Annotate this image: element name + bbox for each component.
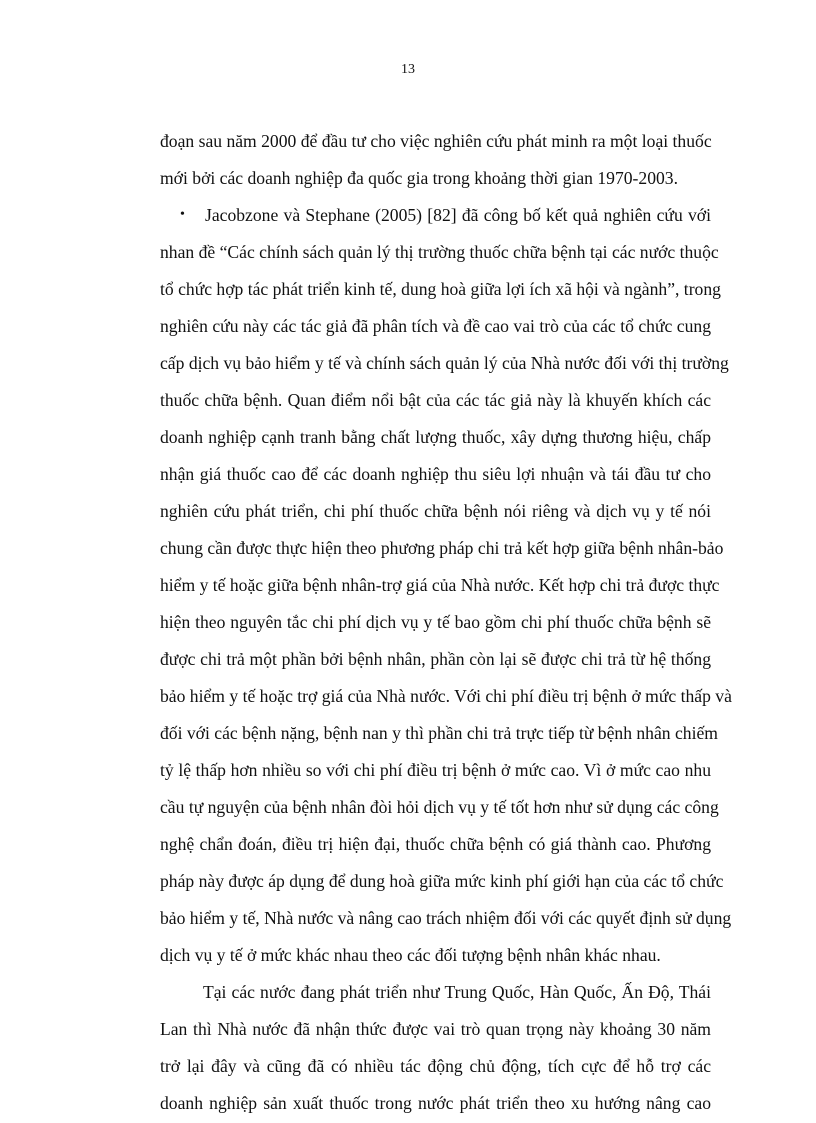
page-number: 13 <box>401 62 415 77</box>
text-line: Lan thì Nhà nước đã nhận thức được vai trò quan trọng này khoảng 30 năm <box>160 1019 711 1039</box>
text-line: nghiên cứu phát triển, chi phí thuốc chữa bệnh nói riêng và dịch vụ y tế nói <box>160 501 711 521</box>
text-line: nhận giá thuốc cao để các doanh nghiệp thu siêu lợi nhuận và tái đầu tư cho <box>160 464 711 484</box>
text-line: Tại các nước đang phát triển như Trung Quốc, Hàn Quốc, Ấn Độ, Thái <box>203 982 711 1002</box>
text-line: Jacobzone và Stephane (2005) [82] đã công bố kết quả nghiên cứu với <box>205 205 711 225</box>
text-line: hiện theo nguyên tắc chi phí dịch vụ y tế bao gồm chi phí thuốc chữa bệnh sẽ <box>160 612 711 632</box>
text-line: thuốc chữa bệnh. Quan điểm nổi bật của các tác giả này là khuyến khích các <box>160 390 711 410</box>
text-line: đoạn sau năm 2000 để đầu tư cho việc nghiên cứu phát minh ra một loại thuốc <box>160 131 712 151</box>
text-line: bảo hiểm y tế hoặc trợ giá của Nhà nước. Với chi phí điều trị bệnh ở mức thấp và <box>160 686 732 706</box>
text-line: doanh nghiệp cạnh tranh bằng chất lượng thuốc, xây dựng thương hiệu, chấp <box>160 427 711 447</box>
text-line: doanh nghiệp sản xuất thuốc trong nước phát triển theo xu hướng nâng cao <box>160 1093 711 1113</box>
text-line: cầu tự nguyện của bệnh nhân đòi hỏi dịch vụ y tế tốt hơn như sử dụng các công <box>160 797 719 817</box>
text-line: đối với các bệnh nặng, bệnh nan y thì phần chi trả trực tiếp từ bệnh nhân chiếm <box>160 723 718 743</box>
text-line: dịch vụ y tế ở mức khác nhau theo các đối tượng bệnh nhân khác nhau. <box>160 945 661 965</box>
text-line: trở lại đây và cũng đã có nhiều tác động chủ động, tích cực để hỗ trợ các <box>160 1056 711 1076</box>
text-line: tổ chức hợp tác phát triển kinh tế, dung hoà giữa lợi ích xã hội và ngành”, trong <box>160 279 721 299</box>
text-line: hiểm y tế hoặc giữa bệnh nhân-trợ giá của Nhà nước. Kết hợp chi trả được thực <box>160 575 720 595</box>
text-line: chung cần được thực hiện theo phương pháp chi trả kết hợp giữa bệnh nhân-bảo <box>160 538 724 558</box>
text-line: nghiên cứu này các tác giả đã phân tích và đề cao vai trò của các tổ chức cung <box>160 316 711 336</box>
text-line: nghệ chẩn đoán, điều trị hiện đại, thuốc chữa bệnh có giá thành cao. Phương <box>160 834 711 854</box>
text-line: tỷ lệ thấp hơn nhiều so với chi phí điều trị bệnh ở mức cao. Vì ở mức cao nhu <box>160 760 711 780</box>
text-line: cấp dịch vụ bảo hiểm y tế và chính sách quản lý của Nhà nước đối với thị trường <box>160 353 729 373</box>
text-line: được chi trả một phần bởi bệnh nhân, phần còn lại sẽ được chi trả từ hệ thống <box>160 649 711 669</box>
text-line: pháp này được áp dụng để dung hoà giữa mức kinh phí giới hạn của các tổ chức <box>160 871 724 891</box>
text-line: bảo hiểm y tế, Nhà nước và nâng cao trách nhiệm đối với các quyết định sử dụng <box>160 908 732 928</box>
bullet-marker: • <box>180 207 185 222</box>
text-line: nhan đề “Các chính sách quản lý thị trường thuốc chữa bệnh tại các nước thuộc <box>160 242 719 262</box>
text-line: mới bởi các doanh nghiệp đa quốc gia trong khoảng thời gian 1970-2003. <box>160 168 678 188</box>
